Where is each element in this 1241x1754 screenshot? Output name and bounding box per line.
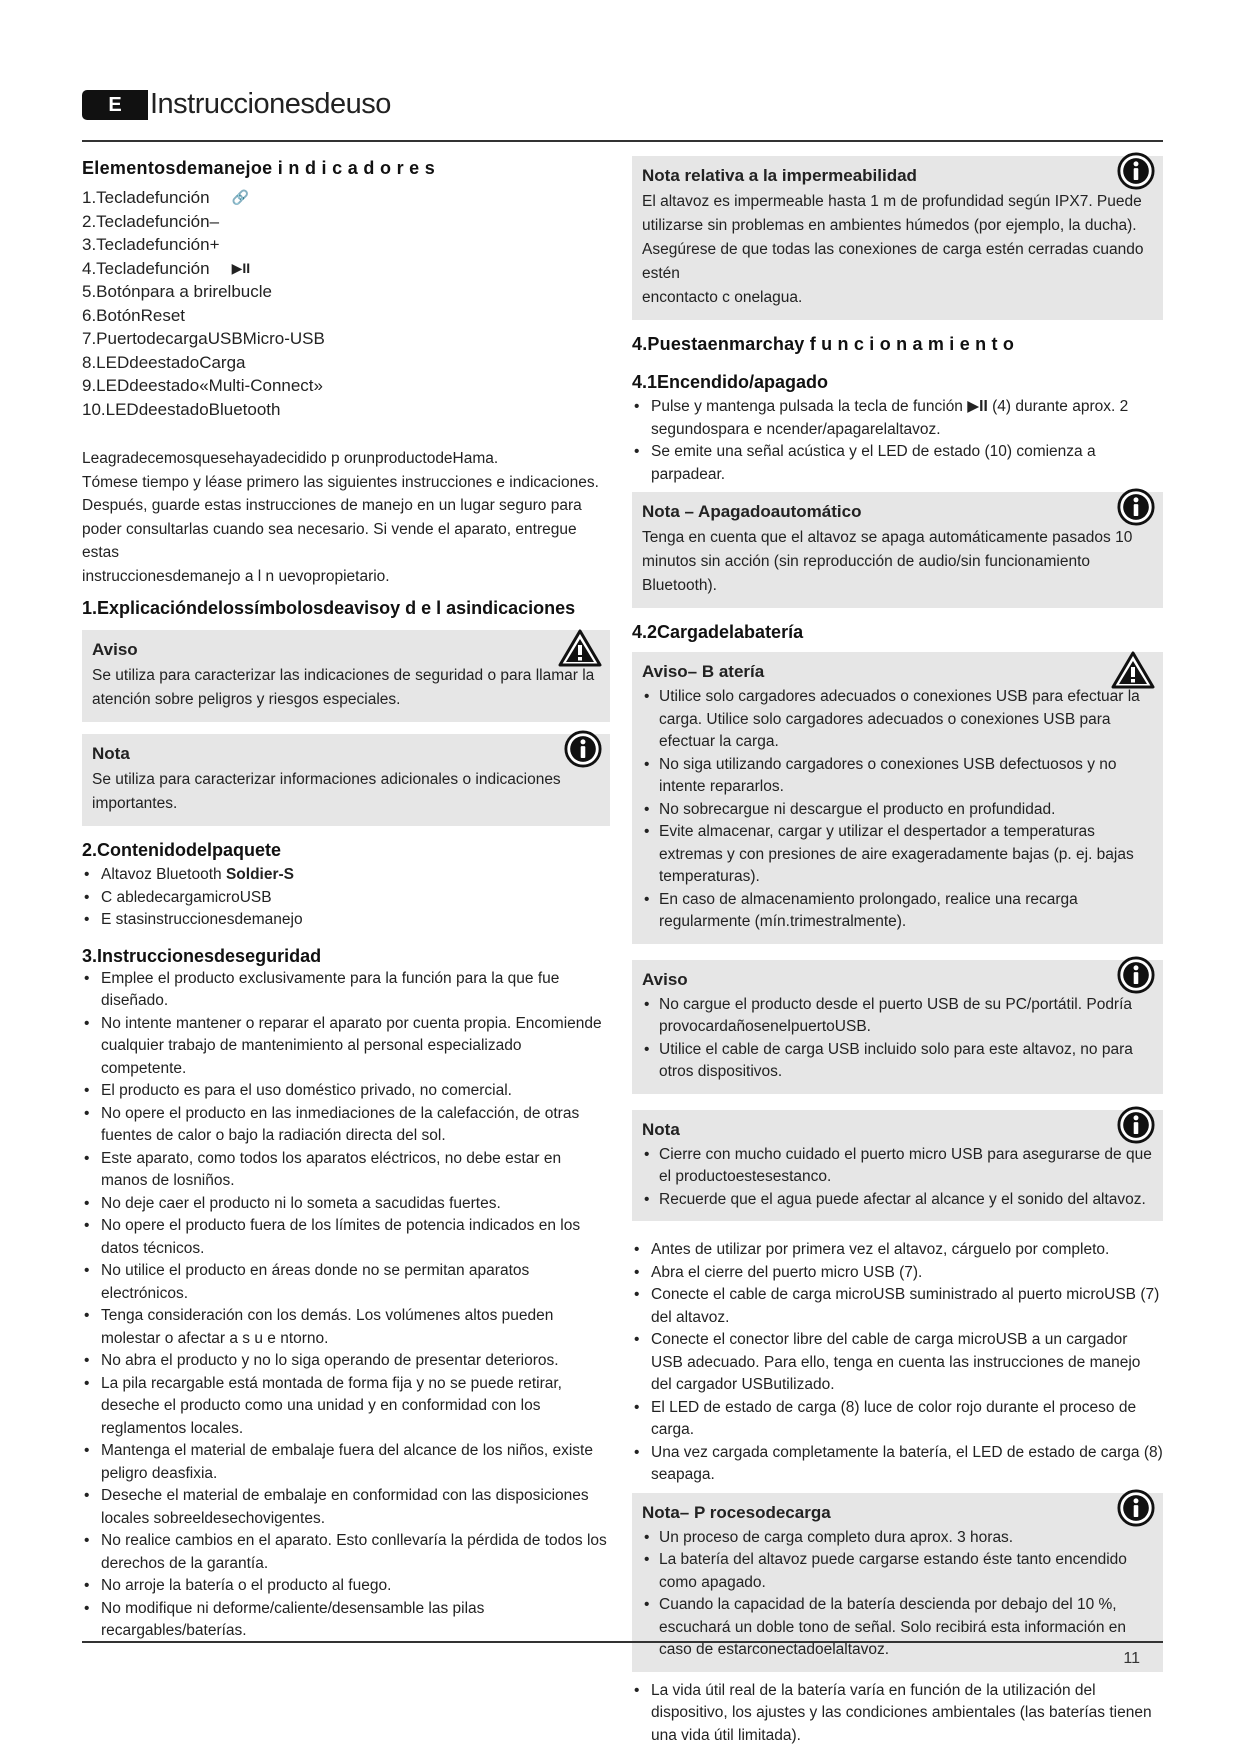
controls-heading: Elementosdemanejoe i n d i c a d o r e s bbox=[82, 158, 436, 178]
document-title: Instruccionesdeuso bbox=[150, 88, 391, 120]
list-item: • La pila recargable está montada de forma fija y no se puede retirar, deseche el producto como una unidad y en conformidad con los reglamentos locales. bbox=[82, 1373, 610, 1441]
link-icon: 🔗 bbox=[231, 189, 250, 205]
list-item: 10.LEDdeestadoBluetooth bbox=[82, 399, 281, 419]
info-icon bbox=[1117, 1106, 1155, 1144]
list-item: • E stasinstruccionesdemanejo bbox=[82, 909, 610, 932]
list-item: 1.Tecladefunción 🔗 bbox=[82, 186, 610, 210]
list-item: • No cargue el producto desde el puerto USB de su PC/portátil. Podría provocardañosenelpuertoUSB. bbox=[642, 994, 1153, 1039]
usb-warning-box: Aviso • No cargue el producto desde el puerto USB de su PC/portátil. Podría provocardañosenelpuertoUSB. • Utilice el cable de carga USB incluido solo para este altavoz, no para otros dispositivos. bbox=[632, 960, 1163, 1094]
list-item: • No intente mantener o reparar el aparato por cuenta propia. Encomiende cualquier trabajo de mantenimiento al personal especializado competente. bbox=[82, 1013, 610, 1081]
info-icon bbox=[1117, 956, 1155, 994]
list-item: • Conecte el conector libre del cable de carga microUSB a un cargador USB adecuado. Para ello, tenga en cuenta las instrucciones de manejo del cargador USButilizado. bbox=[632, 1329, 1163, 1397]
list-item: • Utilice el cable de carga USB incluido solo para este altavoz, no para otros dispositivos. bbox=[642, 1039, 1153, 1084]
list-item: • C abledecargamicroUSB bbox=[82, 887, 610, 910]
list-item: • En caso de almacenamiento prolongado, realice una recarga regularmente (mín.trimestralmente). bbox=[642, 889, 1153, 934]
list-item: • El producto es para el uso doméstico privado, no comercial. bbox=[82, 1080, 610, 1103]
auto-off-note-box: Nota – Apagadoautomático Tenga en cuenta que el altavoz se apaga automáticamente pasados 10 minutos sin acción (sin reproducción de audio/sin funcionamiento Bluetooth). bbox=[632, 492, 1163, 608]
list-item: • No deje caer el producto ni lo someta a sacudidas fuertes. bbox=[82, 1193, 610, 1216]
list-item: 6.BotónReset bbox=[82, 305, 186, 325]
list-item: • Evite almacenar, cargar y utilizar el despertador a temperaturas extremas y con presiones de aire exageradamente bajas (p. ej. bajas temperaturas). bbox=[642, 821, 1153, 889]
list-item: 8.LEDdeestadoCarga bbox=[82, 352, 246, 372]
list-item: • No abra el producto y no lo siga operando de presentar deterioros. bbox=[82, 1350, 610, 1373]
section3-heading: 3.Instruccionesdeseguridad bbox=[82, 945, 322, 966]
list-item: • Deseche el material de embalaje en conformidad con las disposiciones locales sobreeldesechovigentes. bbox=[82, 1485, 610, 1530]
list-item: • El LED de estado de carga (8) luce de color rojo durante el proceso de carga. bbox=[632, 1397, 1163, 1442]
list-item: 7.PuertodecargaUSBMicro-USB bbox=[82, 329, 325, 348]
page-number: 11 bbox=[1123, 1650, 1140, 1667]
list-item: • Este aparato, como todos los aparatos eléctricos, no debe estar en manos de losniños. bbox=[82, 1148, 610, 1193]
left-column bbox=[82, 156, 610, 1643]
waterproof-note-box: Nota relativa a la impermeabilidad El altavoz es impermeable hasta 1 m de profundidad según IPX7. Puede utilizarse sin problemas en ambientes húmedos (por ejemplo, la ducha). Asegúrese de que todas las conexiones de carga estén cerradas cuando estén encontacto c onelagua. bbox=[632, 156, 1163, 320]
language-tab: E bbox=[82, 90, 148, 120]
list-item: 3.Tecladefunción+ bbox=[82, 235, 220, 254]
note-box: Nota Se utiliza para caracterizar informaciones adicionales o indicaciones importantes. bbox=[82, 734, 610, 826]
micro-usb-note-box: Nota • Cierre con mucho cuidado el puerto micro USB para asegurarse de que el productoestesestanco. • Recuerde que el agua puede afectar al alcance y el sonido del altavoz. bbox=[632, 1110, 1163, 1222]
list-item: • No arroje la batería o el producto al fuego. bbox=[82, 1575, 610, 1598]
controls-list bbox=[82, 186, 610, 421]
right-column bbox=[632, 156, 1163, 1747]
list-item: • Cuando la capacidad de la batería descienda por debajo del 10 %, escuchará un doble tono de señal. Solo recibirá esta información en caso de estarconectadoelaltavoz. bbox=[642, 1594, 1153, 1662]
list-item: • La vida útil real de la batería varía en función de la utilización del dispositivo, los ajustes y las condiciones ambientales (las baterías tienen una vida útil limitada). bbox=[632, 1680, 1163, 1748]
section4-heading: 4.Puestaenmarchay f u n c i o n a m i e n t o bbox=[632, 334, 1015, 354]
info-icon bbox=[1117, 152, 1155, 190]
warning-box: Aviso Se utiliza para caracterizar las indicaciones de seguridad o para llamar la atención sobre peligros y riesgos especiales. bbox=[82, 630, 610, 722]
list-item: • Altavoz Bluetooth Soldier-S bbox=[82, 864, 610, 887]
list-item: • Abra el cierre del puerto micro USB (7). bbox=[632, 1262, 1163, 1285]
list-item: • Conecte el cable de carga microUSB suministrado al puerto microUSB (7) del altavoz. bbox=[632, 1284, 1163, 1329]
list-item: • Recuerde que el agua puede afectar al alcance y el sonido del altavoz. bbox=[642, 1189, 1153, 1212]
info-icon bbox=[564, 730, 602, 768]
list-item: • La batería del altavoz puede cargarse estando éste tanto encendido como apagado. bbox=[642, 1549, 1153, 1594]
intro-paragraph: Leagradecemosquesehayadecidido p orunproductodeHama. Tómese tiempo y léase primero las siguientes instrucciones e indicaciones. Después, guarde estas instrucciones de manejo en un lugar seguro para poder consultarlas cuando sea necesario. Si vende el aparato, entregue estas instruccionesdemanejo a l n uevopropietario. bbox=[82, 450, 599, 585]
package-contents-list bbox=[82, 864, 610, 932]
list-item: • No opere el producto en las inmediaciones de la calefacción, de otras fuentes de calor o bajo la radiación directa del sol. bbox=[82, 1103, 610, 1148]
charging-steps-list bbox=[632, 1239, 1163, 1487]
play-pause-icon: ▶II bbox=[967, 398, 988, 415]
list-item: • Tenga consideración con los demás. Los volúmenes altos pueden molestar o afectar a s u e ntorno. bbox=[82, 1305, 610, 1350]
list-item: • No modifique ni deforme/caliente/desensamble las pilas recargables/baterías. bbox=[82, 1598, 610, 1643]
list-item: • Se emite una señal acústica y el LED de estado (10) comienza a parpadear. bbox=[632, 441, 1163, 486]
battery-warning-box: Aviso– B atería • Utilice solo cargadores adecuados o conexiones USB para efectuar la carga. Utilice solo cargadores adecuados o conexiones USB para efectuar la carga. • No siga utilizando cargadores o conexiones USB defectuosos y no intente repararlos. • No sobrecargue ni descargue el producto en profundidad. • Evite almacenar, cargar y utilizar el despertador a temperaturas extremas y con presiones de aire exageradamente bajas (p. ej. bajas temperaturas). • En caso de almacenamiento prolongado, realice una recarga regularmente (mín.trimestralmente). bbox=[632, 652, 1163, 944]
page-header bbox=[82, 88, 391, 121]
list-item: • No realice cambios en el aparato. Esto conllevaría la pérdida de todos los derechos de la garantía. bbox=[82, 1530, 610, 1575]
warning-icon bbox=[558, 628, 602, 668]
section42-heading: 4.2Cargadelabatería bbox=[632, 622, 804, 642]
section1-heading: 1.Explicacióndelossímbolosdeavisoy d e l asindicaciones bbox=[82, 598, 576, 618]
section2-heading: 2.Contenidodelpaquete bbox=[82, 840, 282, 860]
info-icon bbox=[1117, 488, 1155, 526]
charging-process-note-box: Nota– P rocesodecarga • Un proceso de carga completo dura aprox. 3 horas. • La batería del altavoz puede cargarse estando éste tanto encendido como apagado. • Cuando la capacidad de la batería descienda por debajo del 10 %, escuchará un doble tono de señal. Solo recibirá esta información en caso de estarconectadoelaltavoz. bbox=[632, 1493, 1163, 1672]
list-item: • Una vez cargada completamente la batería, el LED de estado de carga (8) seapaga. bbox=[632, 1442, 1163, 1487]
list-item: 9.LEDdeestado«Multi-Connect» bbox=[82, 376, 323, 395]
play-pause-icon: ▶II bbox=[231, 259, 251, 276]
list-item: • No utilice el producto en áreas donde no se permitan aparatos electrónicos. bbox=[82, 1260, 610, 1305]
list-item: 4.Tecladefunción ▶II bbox=[82, 257, 610, 281]
list-item: 5.Botónpara a brirelbucle bbox=[82, 282, 272, 301]
list-item: • Cierre con mucho cuidado el puerto micro USB para asegurarse de que el productoestesestanco. bbox=[642, 1144, 1153, 1189]
info-icon bbox=[1117, 1489, 1155, 1527]
list-item: • No opere el producto fuera de los límites de potencia indicados en los datos técnicos. bbox=[82, 1215, 610, 1260]
bottom-divider bbox=[82, 1641, 1163, 1643]
list-item: • No siga utilizando cargadores o conexiones USB defectuosos y no intente repararlos. bbox=[642, 754, 1153, 799]
battery-life-list bbox=[632, 1680, 1163, 1748]
top-divider bbox=[82, 140, 1163, 142]
safety-list bbox=[82, 968, 610, 1643]
list-item: • Utilice solo cargadores adecuados o conexiones USB para efectuar la carga. Utilice solo cargadores adecuados o conexiones USB para efectuar la carga. bbox=[642, 686, 1153, 754]
power-list bbox=[632, 396, 1163, 486]
list-item: 2.Tecladefunción– bbox=[82, 211, 220, 231]
list-item: • Pulse y mantenga pulsada la tecla de función ▶II (4) durante aprox. 2 segundospara e ncender/apagarelaltavoz. bbox=[632, 396, 1163, 441]
section41-heading: 4.1Encendido/apagado bbox=[632, 372, 829, 392]
list-item: • Antes de utilizar por primera vez el altavoz, cárguelo por completo. bbox=[632, 1239, 1163, 1262]
list-item: • No sobrecargue ni descargue el producto en profundidad. bbox=[642, 799, 1153, 822]
list-item: • Emplee el producto exclusivamente para la función para la que fue diseñado. bbox=[82, 968, 610, 1013]
list-item: • Mantenga el material de embalaje fuera del alcance de los niños, existe peligro deasfixia. bbox=[82, 1440, 610, 1485]
warning-icon bbox=[1111, 650, 1155, 690]
list-item: • Un proceso de carga completo dura aprox. 3 horas. bbox=[642, 1527, 1153, 1550]
